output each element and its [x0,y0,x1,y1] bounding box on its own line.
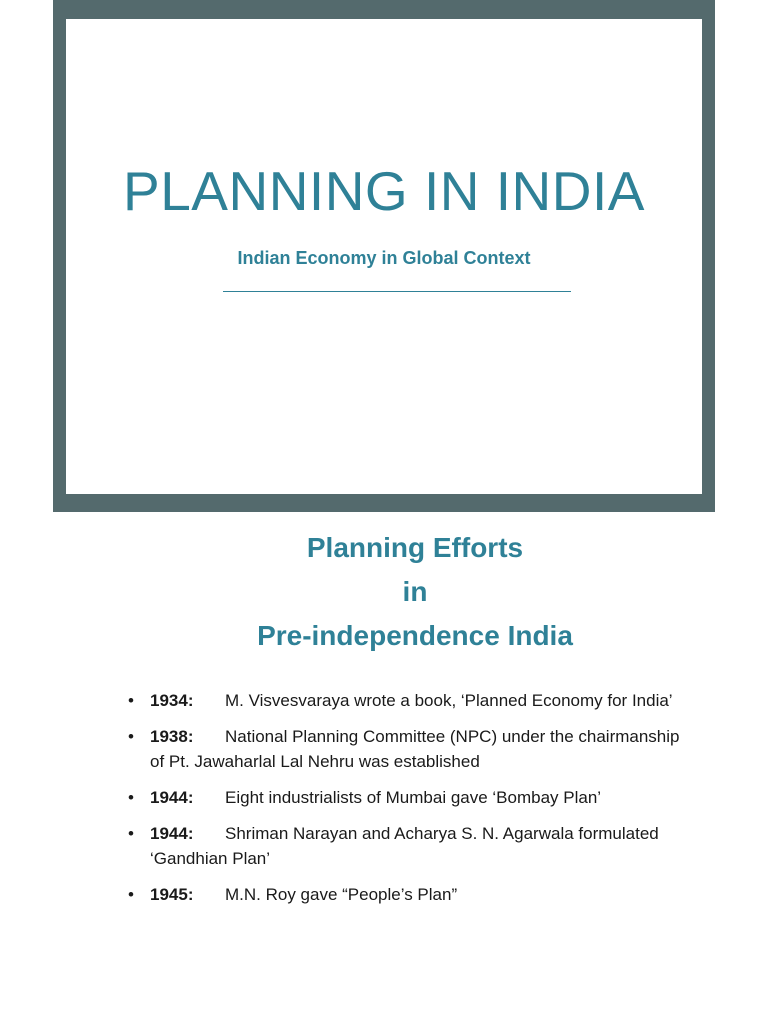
item-year: 1934: [150,691,194,710]
list-item [128,688,688,713]
page-subtitle: Indian Economy in Global Context [237,248,531,268]
title-slide-content [66,19,702,494]
item-text: M.N. Roy gave “People’s Plan” [225,885,458,904]
item-text: Shriman Narayan and Acharya S. N. Agarwala formulated ‘Gandhian Plan’ [150,824,659,868]
section-title-line-3: Pre-independence India [257,620,573,651]
item-year: 1944: [150,824,194,843]
title-divider [223,291,571,292]
title-slide [53,0,715,512]
planning-efforts-list [128,688,688,918]
list-item [128,821,688,871]
list-item [128,882,688,907]
section-title [150,526,680,658]
section-title-line-2: in [402,576,428,607]
item-text: National Planning Committee (NPC) under the chairmanship of Pt. Jawaharlal Lal Nehru was established [150,727,680,771]
item-text: Eight industrialists of Mumbai gave ‘Bombay Plan’ [225,788,602,807]
section-title-line-1: Planning Efforts [306,532,524,563]
item-year: 1944: [150,788,194,807]
page-title: PLANNING IN INDIA [123,160,645,222]
list-item [128,785,688,810]
item-year: 1945: [150,885,194,904]
item-year: 1938: [150,727,194,746]
list-item [128,724,688,774]
item-text: M. Visvesvaraya wrote a book, ‘Planned Economy for India’ [225,691,673,710]
